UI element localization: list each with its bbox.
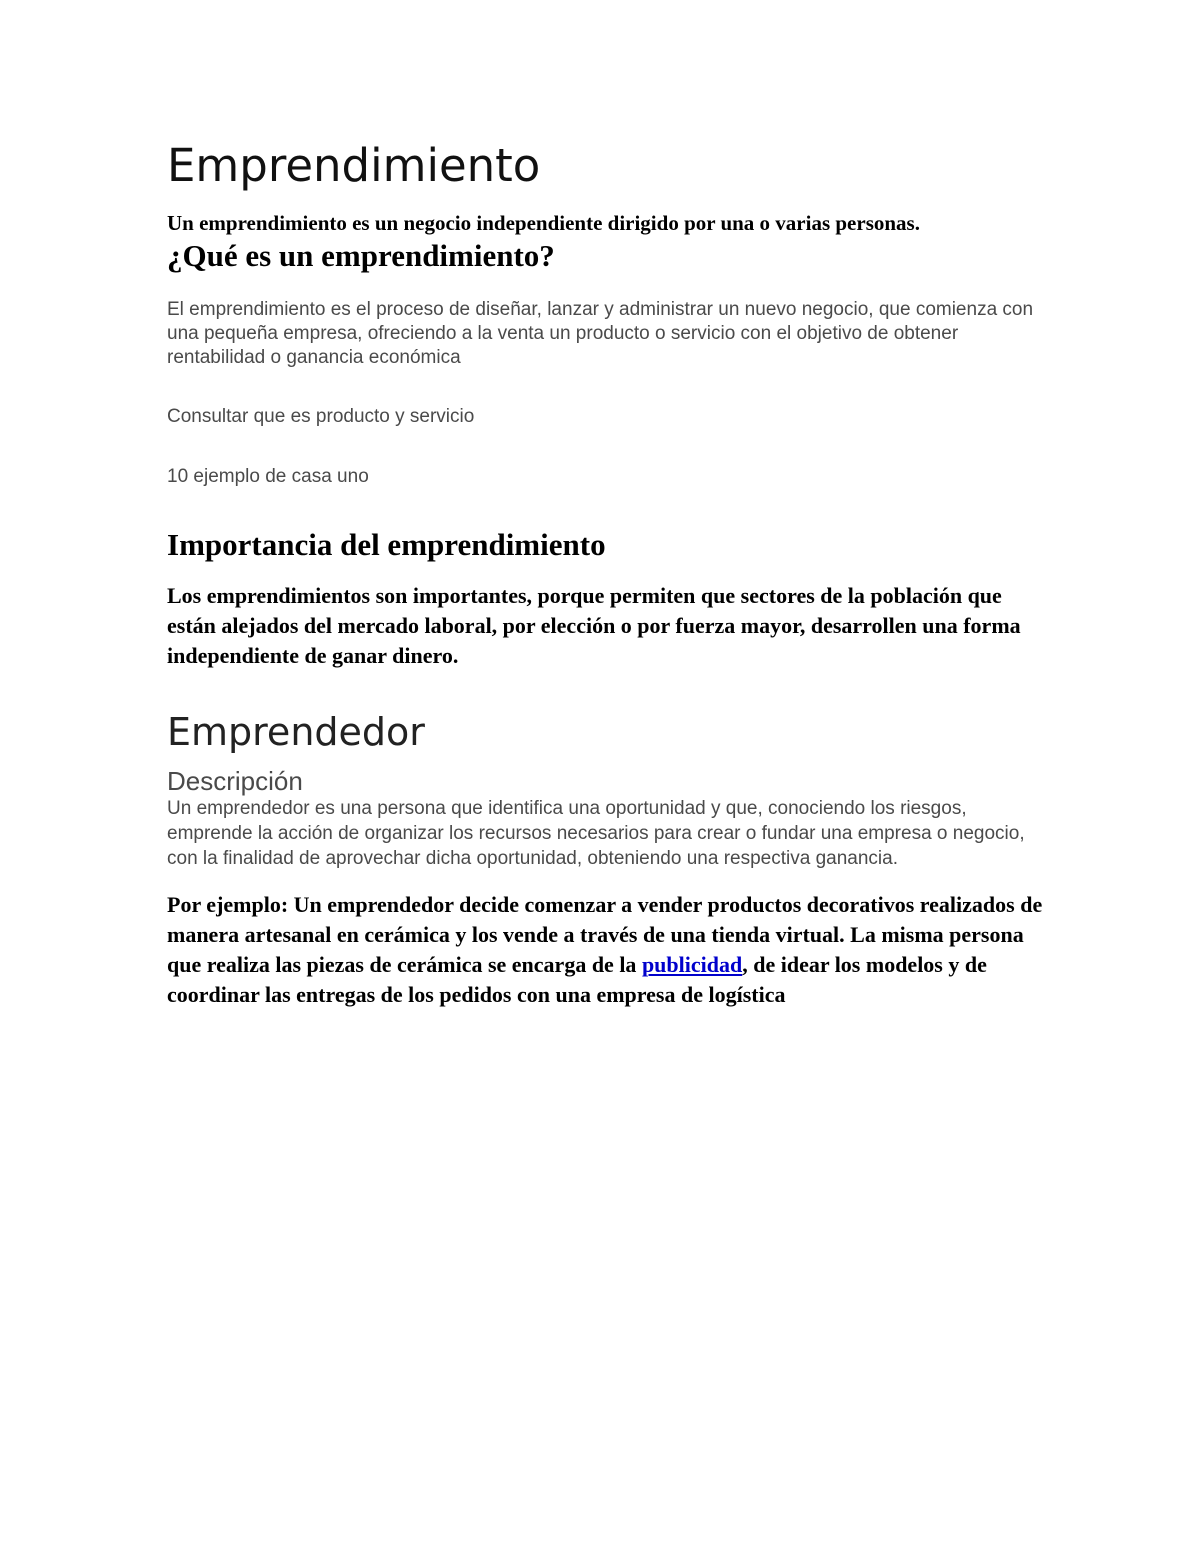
note-consultar: Consultar que es producto y servicio (167, 406, 475, 427)
example-text-start: Por ejemplo: Un emprendedor decide comenzar a vender productos decorativos realizados de manera artesanal en cerámica y los vende a través de una tienda virtual. La misma persona que realiza las piezas de cerámica se encarga de la (167, 892, 1043, 977)
emprendedor-paragraph: Un emprendedor es una persona que identifica una oportunidad y que, conociendo los riesgos, emprende la acción de organizar los recursos necesarios para crear o fundar una empresa o negocio, con la finalidad de aprovechar dicha oportunidad, obteniendo una respectiva ganancia. (167, 798, 1025, 869)
importance-paragraph: Los emprendimientos son importantes, porque permiten que sectores de la población que están alejados del mercado laboral, por elección o por fuerza mayor, desarrollen una forma independiente de ganar dinero. (167, 583, 1021, 668)
subheading-descripcion: Descripción (167, 766, 303, 796)
example-text-end: , de idear los modelos y de coordinar las entregas de los pedidos con una empresa de logística (167, 952, 987, 1007)
note-ejemplos: 10 ejemplo de casa uno (167, 466, 369, 487)
example-paragraph (167, 890, 1047, 1010)
heading-importance: Importancia del emprendimiento (167, 527, 606, 562)
document-content (167, 138, 1047, 1010)
heading-emprendedor: Emprendedor (167, 710, 425, 754)
publicidad-link[interactable]: publicidad (641, 952, 743, 977)
page-title: Emprendimiento (167, 139, 541, 192)
intro-paragraph: Un emprendimiento es un negocio independiente dirigido por una o varias personas. (167, 211, 920, 235)
what-is-paragraph: El emprendimiento es el proceso de diseñar, lanzar y administrar un nuevo negocio, que comienza con una pequeña empresa, ofreciendo a la venta un producto o servicio con el objetivo de obtener rentabilidad o ganancia económica (167, 299, 1034, 368)
heading-what-is: ¿Qué es un emprendimiento? (167, 238, 555, 273)
